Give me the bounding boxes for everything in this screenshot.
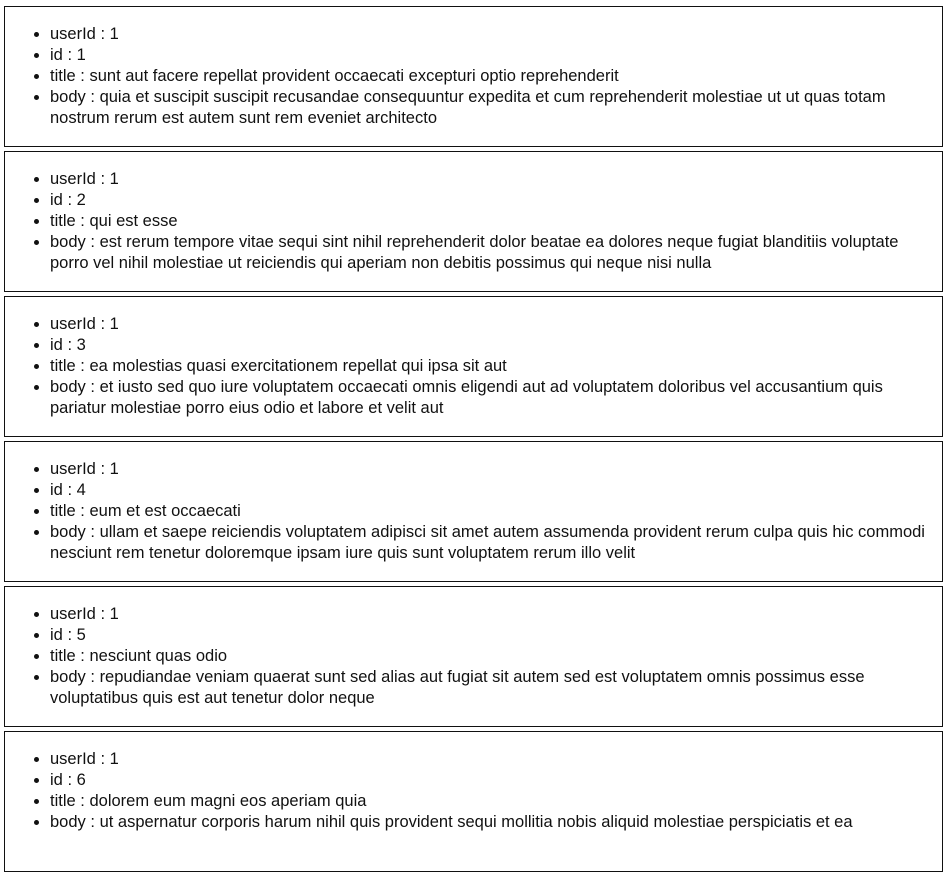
post-title-item: [50, 356, 936, 377]
post-id-item: [50, 45, 936, 66]
field-label: id: [50, 626, 63, 644]
field-label: userId: [50, 750, 96, 768]
post-card: [4, 586, 943, 727]
post-id-value: 3: [76, 336, 86, 354]
field-label: title: [50, 67, 76, 85]
field-label: id: [50, 336, 63, 354]
post-id-item: [50, 190, 936, 211]
post-list: [4, 6, 943, 876]
field-separator: :: [90, 88, 95, 106]
field-label: userId: [50, 25, 96, 43]
post-body-item: [50, 87, 936, 129]
field-label: title: [50, 212, 76, 230]
field-separator: :: [100, 750, 106, 768]
field-label: body: [50, 813, 86, 831]
post-title-item: [50, 646, 936, 667]
field-label: userId: [50, 460, 96, 478]
field-separator: :: [67, 771, 73, 789]
post-card: [4, 441, 943, 582]
field-separator: :: [90, 378, 95, 396]
post-id-value: 5: [76, 626, 86, 644]
field-separator: :: [67, 46, 73, 64]
field-separator: :: [80, 647, 85, 665]
field-label: body: [50, 523, 86, 541]
post-field-list: [5, 604, 942, 709]
post-field-list: [5, 459, 942, 564]
post-title-item: [50, 791, 936, 812]
post-id-item: [50, 480, 936, 501]
field-label: body: [50, 668, 86, 686]
post-title-value: sunt aut facere repellat provident occaecati excepturi optio reprehenderit: [89, 67, 619, 85]
post-title-value: eum et est occaecati: [89, 502, 241, 520]
post-userid-item: [50, 24, 936, 45]
post-userid-value: 1: [109, 315, 119, 333]
field-label: body: [50, 233, 86, 251]
field-label: title: [50, 647, 76, 665]
post-body-value: repudiandae veniam quaerat sunt sed alias aut fugiat sit autem sed est voluptatem omnis possimus esse voluptatibus quis est aut tenetur dolor neque: [50, 668, 865, 707]
field-separator: :: [100, 605, 106, 623]
post-body-item: [50, 232, 936, 274]
field-separator: :: [80, 792, 85, 810]
post-card: [4, 296, 943, 437]
post-card: [4, 151, 943, 292]
field-separator: :: [90, 523, 95, 541]
field-label: userId: [50, 315, 96, 333]
post-userid-value: 1: [109, 460, 119, 478]
field-label: userId: [50, 605, 96, 623]
post-card: [4, 6, 943, 147]
post-title-item: [50, 211, 936, 232]
field-separator: :: [67, 191, 73, 209]
post-body-item: [50, 812, 936, 833]
post-userid-item: [50, 459, 936, 480]
field-separator: :: [90, 813, 95, 831]
field-separator: :: [100, 170, 106, 188]
field-separator: :: [100, 315, 106, 333]
field-label: body: [50, 378, 86, 396]
post-userid-item: [50, 604, 936, 625]
post-title-item: [50, 501, 936, 522]
post-title-value: nesciunt quas odio: [89, 647, 228, 665]
post-field-list: [5, 314, 942, 419]
post-title-value: dolorem eum magni eos aperiam quia: [89, 792, 367, 810]
post-body-value: et iusto sed quo iure voluptatem occaecati omnis eligendi aut ad voluptatem doloribus vel accusantium quis pariatur molestiae porro eius odio et labore et velit aut: [50, 378, 883, 417]
field-label: title: [50, 357, 76, 375]
post-id-value: 2: [76, 191, 86, 209]
field-separator: :: [80, 212, 85, 230]
field-label: id: [50, 481, 63, 499]
post-body-value: ullam et saepe reiciendis voluptatem adipisci sit amet autem assumenda provident rerum culpa quis hic commodi nesciunt rem tenetur doloremque ipsam iure quis sunt voluptatem rerum illo velit: [50, 523, 925, 562]
post-title-item: [50, 66, 936, 87]
field-separator: :: [100, 460, 106, 478]
post-userid-value: 1: [109, 750, 119, 768]
post-body-item: [50, 377, 936, 419]
post-userid-item: [50, 749, 936, 770]
field-separator: :: [67, 336, 73, 354]
post-id-value: 4: [76, 481, 86, 499]
post-field-list: [5, 24, 942, 129]
field-separator: :: [90, 233, 95, 251]
post-id-value: 6: [76, 771, 86, 789]
field-label: body: [50, 88, 86, 106]
post-userid-value: 1: [109, 25, 119, 43]
post-body-item: [50, 522, 936, 564]
post-field-list: [5, 169, 942, 274]
field-separator: :: [67, 481, 73, 499]
field-label: title: [50, 502, 76, 520]
field-label: userId: [50, 170, 96, 188]
post-body-item: [50, 667, 936, 709]
post-id-item: [50, 770, 936, 791]
post-card: [4, 731, 943, 872]
field-label: id: [50, 191, 63, 209]
post-userid-value: 1: [109, 170, 119, 188]
field-separator: :: [80, 502, 85, 520]
post-body-value: ut aspernatur corporis harum nihil quis provident sequi mollitia nobis aliquid molestiae perspiciatis et ea: [99, 813, 853, 831]
post-userid-item: [50, 169, 936, 190]
field-separator: :: [90, 668, 95, 686]
field-separator: :: [80, 357, 85, 375]
post-title-value: qui est esse: [89, 212, 178, 230]
post-title-value: ea molestias quasi exercitationem repellat qui ipsa sit aut: [89, 357, 507, 375]
field-label: id: [50, 771, 63, 789]
post-id-item: [50, 335, 936, 356]
field-label: id: [50, 46, 63, 64]
post-body-value: est rerum tempore vitae sequi sint nihil reprehenderit dolor beatae ea dolores neque fugiat blanditiis voluptate porro vel nihil molestiae ut reiciendis qui aperiam non debitis possimus qui neque nisi nulla: [50, 233, 899, 272]
post-userid-value: 1: [109, 605, 119, 623]
field-separator: :: [67, 626, 73, 644]
post-userid-item: [50, 314, 936, 335]
field-label: title: [50, 792, 76, 810]
field-separator: :: [80, 67, 85, 85]
post-body-value: quia et suscipit suscipit recusandae consequuntur expedita et cum reprehenderit molestiae ut ut quas totam nostrum rerum est autem sunt rem eveniet architecto: [50, 88, 886, 127]
post-id-value: 1: [76, 46, 86, 64]
post-field-list: [5, 749, 942, 833]
post-id-item: [50, 625, 936, 646]
field-separator: :: [100, 25, 106, 43]
